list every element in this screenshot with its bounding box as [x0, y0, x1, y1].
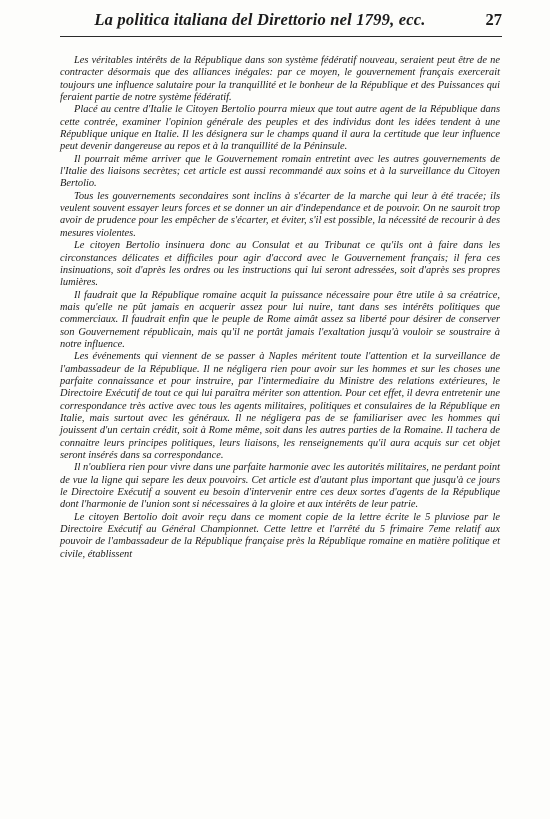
- paragraph: Placé au centre d'Italie le Citoyen Bertolio pourra mieux que tout autre agent de la République dans cette contrée, examiner l'opinion générale des peuples et des individus dont les idées tendent à une République unique en Italie. Il les désignera sur le champs quand il aura la certitude que leur influence peut devenir dangereuse au repos et à la tranquillité de la Péninsule.: [60, 104, 500, 153]
- paragraph: Il pourrait même arriver que le Gouvernement romain entretint avec les autres gouvernements de l'Italie des liaisons secrètes; cet article est aussi recommandé aux soins et à la surveillance du Citoyen Bertolio.: [60, 153, 500, 190]
- paragraph: Tous les gouvernements secondaires sont inclins à s'écarter de la marche qui leur à été tracée; ils veulent souvent essayer leurs forces et se donner un air d'independance et de pouvoir. On ne sauroit trop avoir de prudence pour les empêcher de s'écarter, et éviter, s'il est possible, la nécessité de recourir à des mesures violentes.: [60, 190, 500, 239]
- running-title: La politica italiana del Direttorio nel 1799, ecc.: [94, 10, 426, 29]
- page-number: 27: [485, 10, 502, 29]
- paragraph: Les événements qui viennent de se passer à Naples méritent toute l'attention et la surveillance de l'ambassadeur de la République. Il ne négligera rien pour avoir sur les hommes et sur les choses une parfaite connaissance et pour instruire, par l'intermediaire du Ministre des relations extérieures, le Directoire Exécutif de tout ce qui lui paraîtra mériter son attention. Pour cet effet, il devra entretenir une correspondance très active avec tous les agents militaires, politiques et consulaires de la République en Italie, mais surtout avec les généraux. Il ne négligera pas de se familiariser avec les hommes qui jouissent d'un certain crédit, soit à Rome même, soit dans les autres parties de la Romaine. Il tachera de connaitre leurs principes politiques, leurs liaisons, les renseignements qu'il aura acquis sur cet objet seront insérés dans sa correspondance.: [60, 351, 500, 461]
- paragraph: Le citoyen Bertolio doit avoir reçu dans ce moment copie de la lettre écrite le 5 pluviose par le Directoire Exécutif au Général Championnet. Cette lettre et l'arrêté du 5 frimaire 7eme relatif aux pouvoir de l'ambassadeur de la République française près la République romaine en matière politique et civile, établissent: [60, 511, 500, 560]
- paragraph: Les véritables intérêts de la République dans son système fédératif nouveau, seraient peut être de ne contracter désormais que des alliances inégales: par ce moyen, le gouvernement français exercerait toujours une influence salutaire pour la tranquillité et le bonheur de la République et des Puissances qui feraient partie de notre système fédératif.: [60, 55, 500, 104]
- body-text: [60, 55, 500, 561]
- header-rule: [60, 36, 502, 37]
- paragraph: Il faudrait que la République romaine acquit la puissance nécessaire pour être utile à sa créatrice, mais qu'elle ne pût jamais en acquerir assez pour lui nuire, tant dans ses intérêts politiques que commerciaux. Il faudrait enfin que le peuple de Rome aimât assez sa liberté pour désirer de conserver son Gouvernement républicain, mais qu'il ne portât jamais l'exaltation jusqu'à vouloir se soustraire à notre influence.: [60, 289, 500, 350]
- running-header: [60, 10, 502, 36]
- paragraph: Il n'oubliera rien pour vivre dans une parfaite harmonie avec les autorités militaires, ne perdant point de vue la ligne qui separe les deux pouvoirs. Cet article est d'autant plus important que jusqu'à ce jours le Directoire Exécutif a souvent eu besoin d'intervenir entre ces deux sortes d'agents de la République dont l'harmonie de l'union sont si nécessaires à la gloire et aux intérêts de leur patrie.: [60, 462, 500, 511]
- paragraph: Le citoyen Bertolio insinuera donc au Consulat et au Tribunat ce qu'ils ont à faire dans les circonstances délicates et difficiles pour agir d'accord avec le Gouvernement français; il fera ces insinuations, soit d'après les ordres ou les instructions qui lui seront adressées, soit d'après ses propres lumières.: [60, 240, 500, 289]
